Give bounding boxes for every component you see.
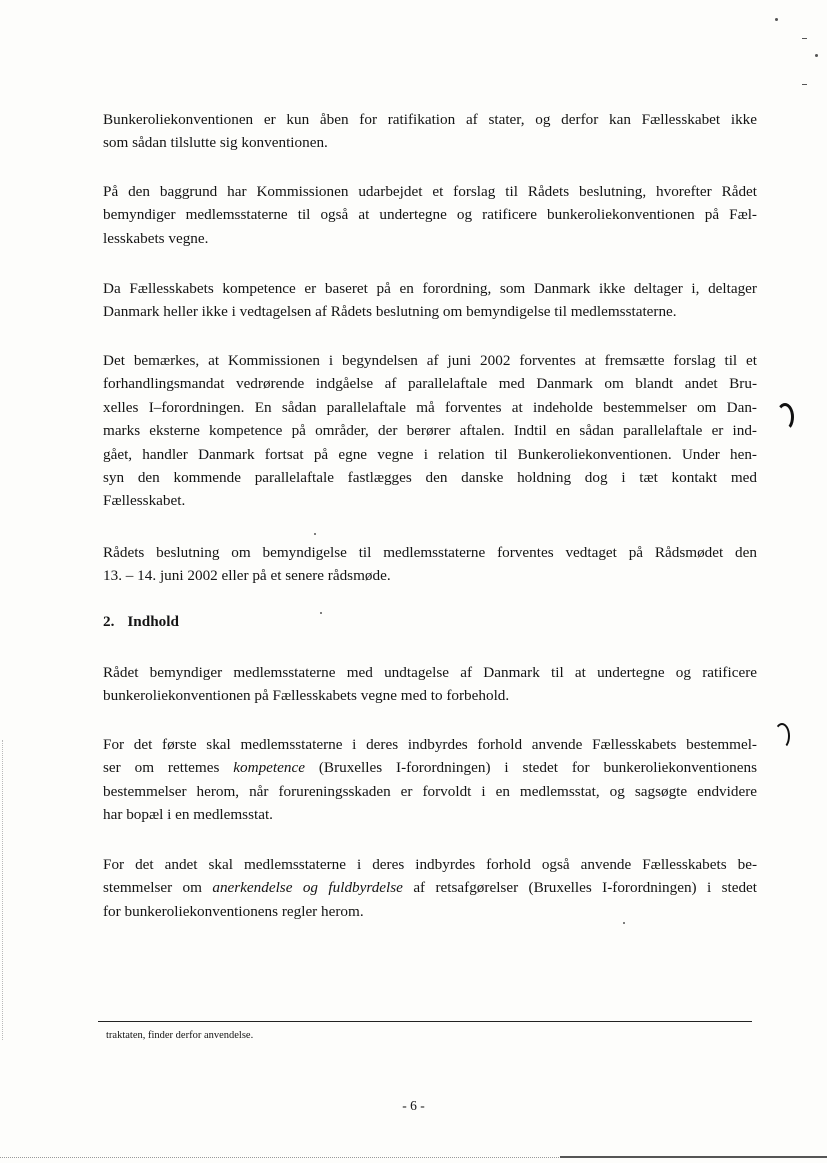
text-line: På den baggrund har Kommissionen udarbejdet et forslag til Rådets beslutning, hvorefter Rådet	[103, 183, 757, 200]
text-line: Danmark heller ikke i vedtagelsen af Rådets beslutning om bemyndigelse til medlemsstaterne.	[103, 303, 677, 321]
scan-speck	[320, 612, 322, 614]
emphasis-recognition: anerkendelse og fuldbyrdelse	[212, 879, 403, 897]
text-segment: af retsafgørelser (Bruxelles I-forordningen) i stedet	[413, 879, 758, 897]
text-line: Rådet bemyndiger medlemsstaterne med undtagelse af Danmark til at undertegne og ratificere	[103, 664, 757, 681]
paragraph-council-decision	[103, 541, 757, 588]
text-line: har bopæl i en medlemsstat.	[103, 806, 273, 824]
text-line	[103, 876, 757, 899]
text-line: For det andet skal medlemsstaterne i deres indbyrdes forhold også anvende Fællesskabets be-	[103, 856, 757, 873]
text-line: syn den kommende parallelaftale fastlægges den danske holdning dog i tæt kontakt med	[103, 469, 757, 487]
text-line: som sådan tilslutte sig konventionen.	[103, 134, 328, 152]
text-segment: stemmelser om	[103, 879, 202, 897]
section-heading	[103, 610, 179, 633]
text-line: bunkeroliekonventionen på Fællesskabets vegne med to forbehold.	[103, 687, 510, 705]
text-line: forhandlingsmandat vedrørende indgåelse af parallelaftale med Danmark om blandt andet Bru-	[103, 375, 757, 393]
text-line: Rådets beslutning om bemyndigelse til medlemsstaterne forventes vedtaget på Rådsmødet den	[103, 544, 757, 561]
text-line	[103, 756, 757, 779]
section-number: 2.	[103, 613, 115, 630]
scan-edge-left	[2, 740, 3, 1040]
text-line: xelles I–forordningen. En sådan parallelaftale må forventes at indeholde bestemmelser om Dan-	[103, 398, 757, 416]
paragraph-parallel-agreement	[103, 349, 757, 513]
page-number: - 6 -	[402, 1098, 425, 1113]
text-line: for bunkeroliekonventionens regler herom.	[103, 902, 364, 920]
text-line: Bunkeroliekonventionen er kun åben for ratifikation af stater, og derfor kan Fællesskabet ikke	[103, 111, 757, 128]
text-segment: (Bruxelles I-forordningen) i stedet for bunkeroliekonventionens	[318, 759, 758, 777]
paragraph-commission-proposal	[103, 180, 757, 250]
punch-hole-mark	[774, 723, 790, 749]
text-line: bemyndiger medlemsstaterne til også at undertegne og ratificere bunkeroliekonventionen på Fæl-	[103, 206, 757, 224]
punch-hole-mark	[776, 403, 794, 431]
scan-speck	[802, 38, 807, 39]
paragraph-danish-participation	[103, 277, 757, 324]
text-line: Da Fællesskabets kompetence er baseret på en forordning, som Danmark ikke deltager i, deltager	[103, 280, 757, 297]
footnote-separator	[98, 1021, 752, 1022]
text-line: Fællesskabet.	[103, 492, 186, 510]
text-line: 13. – 14. juni 2002 eller på et senere rådsmøde.	[103, 567, 391, 585]
scan-speck	[775, 18, 778, 21]
scan-speck	[623, 922, 625, 924]
section-title: Indhold	[127, 613, 179, 630]
footnote-text: traktaten, finder derfor anvendelse.	[106, 1030, 254, 1041]
paragraph-council-authorizes	[103, 661, 757, 708]
scan-speck	[802, 84, 807, 85]
text-line: bestemmelser herom, når forureningsskaden er forvoldt i en medlemsstat, og sagsøgte endvidere	[103, 782, 757, 800]
text-segment: ser om rettemes	[103, 759, 220, 777]
paragraph-second-reservation	[103, 853, 757, 923]
scan-speck	[314, 533, 316, 535]
paragraph-ratification	[103, 108, 757, 155]
emphasis-competence: kompetence	[233, 759, 305, 777]
paragraph-first-reservation	[103, 733, 757, 827]
text-line: gået, handler Danmark fortsat på egne vegne i relation til Bunkeroliekonventionen. Under hen-	[103, 445, 757, 463]
scan-edge-bottom-dark	[560, 1156, 827, 1158]
text-line: Det bemærkes, at Kommissionen i begyndelsen af juni 2002 forventes at fremsætte forslag til et	[103, 352, 757, 369]
text-line: lesskabets vegne.	[103, 229, 209, 247]
scan-speck	[815, 54, 818, 57]
text-line: For det første skal medlemsstaterne i deres indbyrdes forhold anvende Fællesskabets bestemmel-	[103, 736, 757, 753]
text-line: marks eksterne kompetence på områder, der berører aftalen. Indtil en sådan parallelaftale er ind-	[103, 422, 757, 440]
